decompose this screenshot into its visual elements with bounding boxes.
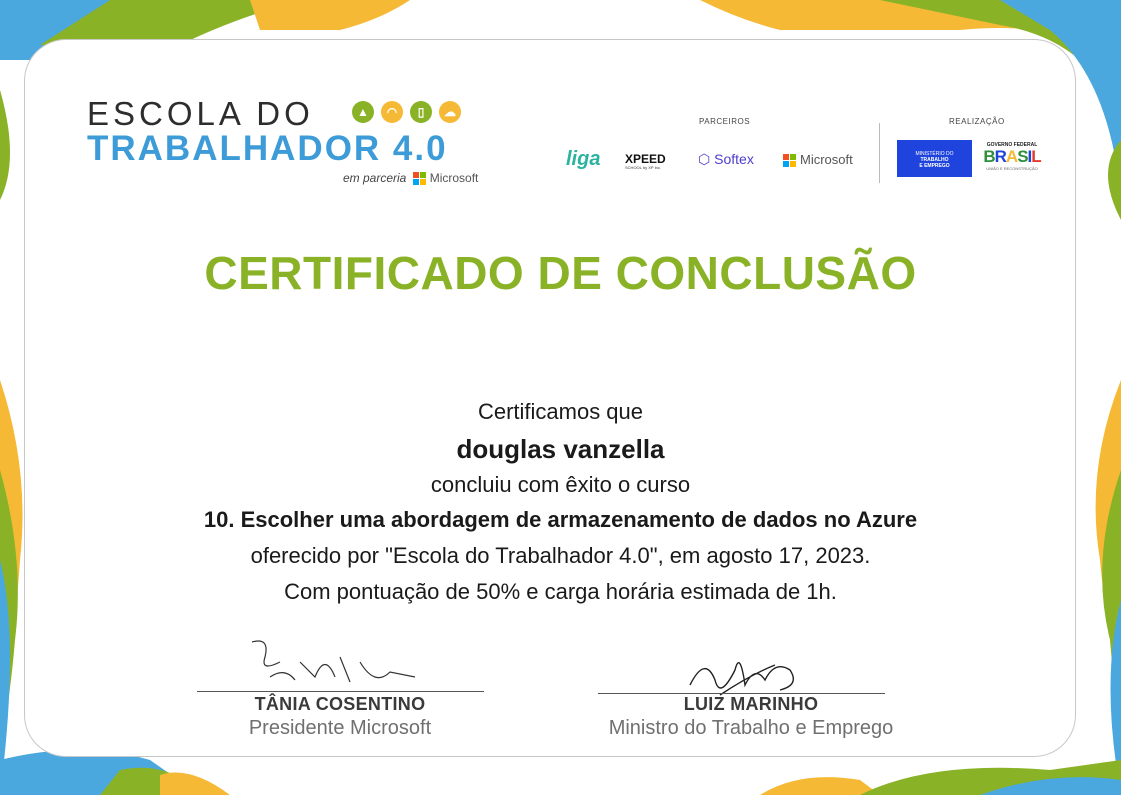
course-name: 10. Escolher uma abordagem de armazenamento de dados no Azure: [203, 507, 918, 532]
partner-microsoft-text: Microsoft: [800, 152, 853, 167]
signatory-name-right: LUIZ MARINHO: [683, 694, 819, 714]
ministerio-line3: E EMPREGO: [919, 163, 950, 169]
partnership-text: em parceria: [343, 171, 407, 185]
softex-text: Softex: [714, 151, 754, 167]
wifi-icon: ◠: [381, 101, 403, 123]
logo-icons: [352, 101, 468, 123]
certificate-title: CERTIFICADO DE CONCLUSÃO: [204, 247, 917, 299]
partner-xpeed-sub: SCHOOL by XP Inc.: [625, 165, 662, 170]
partners-label: PARCEIROS: [699, 117, 751, 126]
partner-microsoft: [783, 152, 853, 168]
logo-line1: ESCOLA DO: [87, 95, 314, 132]
microsoft-logo-icon: [783, 154, 797, 168]
signatory-role-left: Presidente Microsoft: [248, 717, 432, 739]
intro-text: Certificamos que: [477, 399, 644, 424]
recipient-name: douglas vanzella: [456, 434, 665, 464]
completed-text: concluiu com êxito o curso: [430, 472, 691, 497]
softex-icon: ⬡: [698, 151, 711, 167]
gov-bottom: UNIÃO E RECONSTRUÇÃO: [986, 166, 1038, 171]
cloud-icon: ☁: [439, 101, 461, 123]
ministerio-line1: MINISTÉRIO DO: [915, 151, 954, 157]
ministerio-logo: [897, 140, 972, 177]
signatory-role-right: Ministro do Trabalho e Emprego: [608, 717, 894, 739]
partner-xpeed: XPEED: [625, 152, 666, 166]
gov-top: GOVERNO FEDERAL: [986, 142, 1038, 148]
signatory-name-left: TÂNIA COSENTINO: [254, 694, 426, 714]
microsoft-logo-icon: [413, 172, 427, 186]
signature-tania: [240, 632, 440, 692]
partners-divider: [879, 123, 880, 183]
microsoft-text: Microsoft: [429, 171, 479, 185]
partner-liga: liga: [566, 148, 601, 170]
ministerio-line2: TRABALHO: [920, 157, 949, 163]
score-text: Com pontuação de 50% e carga horária estimada de 1h.: [284, 579, 837, 604]
gov-country: BRASIL: [983, 147, 1041, 166]
logo-line2: TRABALHADOR 4.0: [87, 129, 448, 168]
offered-text: oferecido por "Escola do Trabalhador 4.0", em agosto 17, 2023.: [250, 543, 871, 568]
logo-partnership: [343, 170, 478, 186]
phone-icon: ▯: [410, 101, 432, 123]
realizacao-label: REALIZAÇÃO: [949, 117, 1005, 126]
partner-softex: [698, 151, 754, 168]
graduation-cap-icon: ▲: [352, 101, 374, 123]
governo-federal-logo: [981, 142, 1043, 176]
signature-line-left: [197, 691, 484, 692]
